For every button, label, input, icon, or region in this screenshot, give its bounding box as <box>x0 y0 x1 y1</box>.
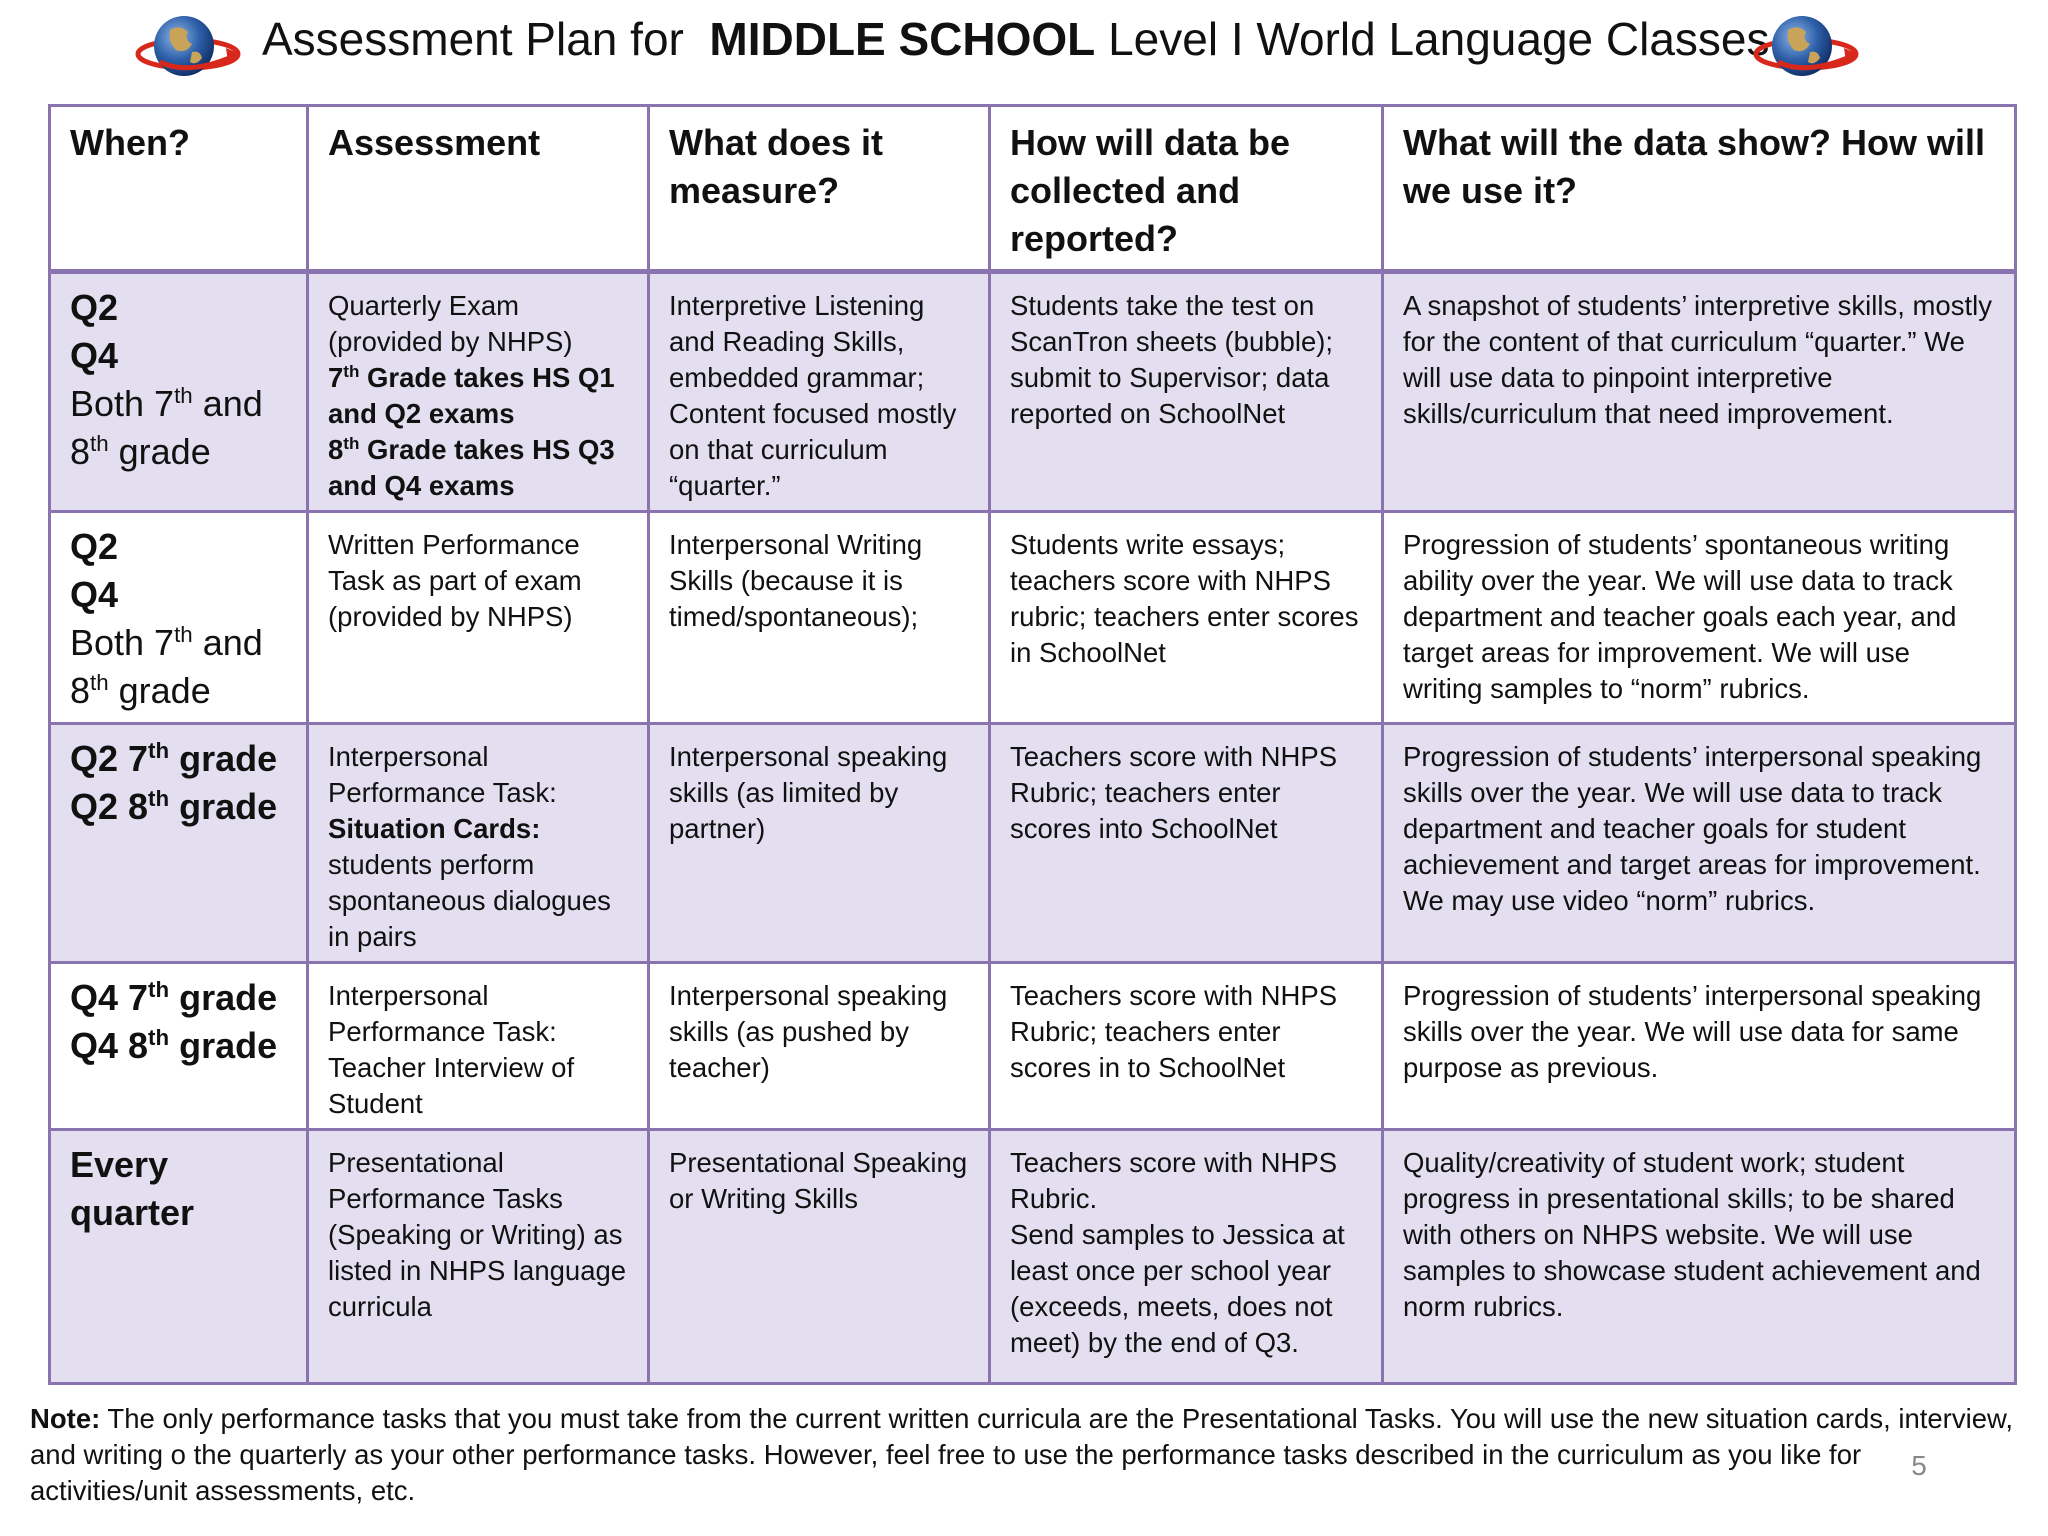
when-sup: th <box>148 1025 170 1050</box>
when-line <box>70 735 288 783</box>
when-text: Q4 8 <box>70 1025 149 1066</box>
when-line <box>70 974 288 1022</box>
assessment-bold-line: Situation Cards: <box>328 813 541 844</box>
assessment-text: Quarterly Exam (provided by NHPS) <box>328 290 573 357</box>
collected-text: Teachers score with NHPS Rubric. <box>1010 1147 1338 1214</box>
when-line <box>70 619 288 667</box>
assessment-sup: th <box>343 433 360 453</box>
measure-cell: Interpersonal Writing Skills (because it is timed/spontaneous); <box>649 512 990 724</box>
when-line <box>70 783 288 831</box>
when-sup: th <box>90 670 109 695</box>
when-sup: th <box>148 738 170 763</box>
use-cell: Progression of students’ interpersonal speaking skills over the year. We will use data to track department and teacher goals for student achievement and target areas for improvement. We may use video “norm” rubrics. <box>1383 724 2016 963</box>
measure-cell: Presentational Speaking or Writing Skills <box>649 1130 990 1384</box>
table-row <box>50 724 2016 963</box>
when-text: Both 7 <box>70 622 175 663</box>
collected-cell: Students write essays; teachers score with NHPS rubric; teachers enter scores in SchoolNet <box>990 512 1383 724</box>
when-text: Q2 8 <box>70 786 149 827</box>
measure-cell: Interpersonal speaking skills (as pushed by teacher) <box>649 963 990 1130</box>
header-when: When? <box>50 106 308 272</box>
when-line: quarter <box>70 1192 195 1233</box>
table-row <box>50 963 2016 1130</box>
when-line: Q2 <box>70 287 119 328</box>
when-cell <box>50 1130 308 1384</box>
page-title <box>262 4 1770 74</box>
table-header-row <box>50 106 2016 272</box>
when-text: and <box>192 383 263 424</box>
title-emphasis: MIDDLE SCHOOL <box>709 13 1096 65</box>
use-cell: Progression of students’ spontaneous writing ability over the year. We will use data to track department and teacher goals each year, and target areas for improvement. We will use writing samples to “norm” rubrics. <box>1383 512 2016 724</box>
when-sup: th <box>90 431 109 456</box>
when-line: Q4 <box>70 335 119 376</box>
measure-cell: Interpretive Listening and Reading Skills, embedded grammar; Content focused mostly on that curriculum “quarter.” <box>649 272 990 512</box>
when-sup: th <box>174 622 193 647</box>
when-line <box>70 428 288 476</box>
title-prefix: Assessment Plan for <box>262 13 684 65</box>
assessment-cell: Written Performance Task as part of exam (provided by NHPS) <box>308 512 649 724</box>
when-text: Q4 7 <box>70 977 149 1018</box>
collected-cell <box>990 1130 1383 1384</box>
collected-cell: Teachers score with NHPS Rubric; teachers enter scores into SchoolNet <box>990 724 1383 963</box>
when-cell <box>50 272 308 512</box>
when-text: grade <box>169 977 278 1018</box>
assessment-text: Grade takes HS Q1 and Q2 exams <box>328 362 615 429</box>
when-sup: th <box>148 786 170 811</box>
title-bar <box>0 0 2048 88</box>
when-sup: th <box>148 977 170 1002</box>
when-cell <box>50 724 308 963</box>
when-text: Q2 7 <box>70 738 149 779</box>
measure-cell: Interpersonal speaking skills (as limited by partner) <box>649 724 990 963</box>
when-cell <box>50 963 308 1130</box>
header-assessment: Assessment <box>308 106 649 272</box>
assessment-text: students perform spontaneous dialogues in pairs <box>328 849 611 952</box>
when-text: Both 7 <box>70 383 175 424</box>
collected-cell: Teachers score with NHPS Rubric; teachers enter scores in to SchoolNet <box>990 963 1383 1130</box>
header-use: What will the data show? How will we use it? <box>1383 106 2016 272</box>
use-cell: Quality/creativity of student work; student progress in presentational skills; to be shared with others on NHPS website. We will use samples to showcase student achievement and norm rubrics. <box>1383 1130 2016 1384</box>
when-line <box>70 667 288 715</box>
table-row <box>50 272 2016 512</box>
assessment-cell: Interpersonal Performance Task: Teacher Interview of Student <box>308 963 649 1130</box>
assessment-cell: Presentational Performance Tasks (Speaking or Writing) as listed in NHPS language curricula <box>308 1130 649 1384</box>
assessment-text: 7 <box>328 362 344 393</box>
when-text: grade <box>108 670 211 711</box>
assessment-sup: th <box>343 361 360 381</box>
assessment-text: Interpersonal Performance Task: <box>328 741 557 808</box>
table-row <box>50 1130 2016 1384</box>
when-cell <box>50 512 308 724</box>
assessment-text: Grade takes HS Q3 and Q4 exams <box>328 434 615 501</box>
collected-text: Send samples to Jessica at least once per school year (exceeds, meets, does not meet) by the end of Q3. <box>1010 1219 1345 1358</box>
when-text: grade <box>169 738 278 779</box>
page-number: 5 <box>1911 1450 1927 1481</box>
collected-cell: Students take the test on ScanTron sheets (bubble); submit to Supervisor; data reported on SchoolNet <box>990 272 1383 512</box>
when-text: and <box>192 622 263 663</box>
assessment-cell <box>308 272 649 512</box>
assessment-bold-line <box>328 360 629 432</box>
when-text: 8 <box>70 431 91 472</box>
table-row <box>50 512 2016 724</box>
use-cell: A snapshot of students’ interpretive skills, mostly for the content of that curriculum “quarter.” We will use data to pinpoint interpretive skills/curriculum that need improvement. <box>1383 272 2016 512</box>
when-sup: th <box>174 383 193 408</box>
when-text: grade <box>169 1025 278 1066</box>
when-line <box>70 1022 288 1070</box>
assessment-bold-line <box>328 432 629 504</box>
assessment-text: 8 <box>328 434 344 465</box>
when-line: Q2 <box>70 526 119 567</box>
footnote <box>30 1401 2020 1509</box>
note-label: Note: <box>30 1403 101 1434</box>
header-measure: What does it measure? <box>649 106 990 272</box>
globe-arrow-icon <box>1748 8 1860 84</box>
globe-arrow-icon <box>130 8 242 84</box>
when-line: Every <box>70 1144 169 1185</box>
when-text: grade <box>108 431 211 472</box>
assessment-plan-table <box>48 104 2017 1385</box>
title-suffix: Level I World Language Classes <box>1108 13 1770 65</box>
header-collected: How will data be collected and reported? <box>990 106 1383 272</box>
assessment-cell <box>308 724 649 963</box>
note-text: The only performance tasks that you must take from the current written curricula are the Presentational Tasks. You will use the new situation cards, interview, and writing o the quarterly as your other performance tasks. However, feel free to use the performance tasks described in the curriculum as you like for activities/unit assessments, etc. <box>30 1403 2013 1506</box>
when-text: 8 <box>70 670 91 711</box>
when-line <box>70 380 288 428</box>
when-text: grade <box>169 786 278 827</box>
use-cell: Progression of students’ interpersonal speaking skills over the year. We will use data for same purpose as previous. <box>1383 963 2016 1130</box>
when-line: Q4 <box>70 574 119 615</box>
